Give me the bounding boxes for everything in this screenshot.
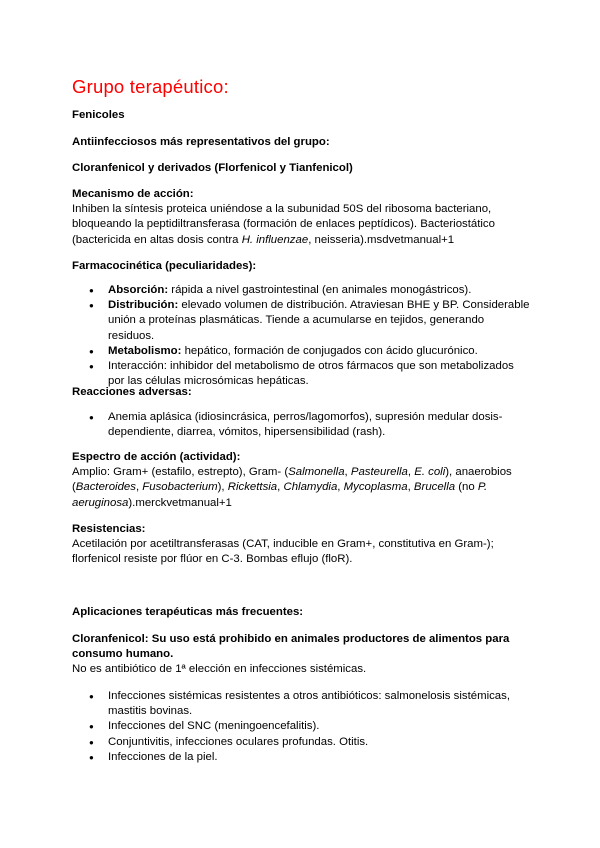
not-first-choice-note: No es antibiótico de 1ª elección en infecciones sistémicas. [72,663,367,676]
mechanism-heading: Mecanismo de acción: [72,188,194,200]
species-name: H. influenzae [241,233,309,246]
resistance-text-line: florfenicol resiste por flúor en C-3. Bombas eflujo (floR). [72,553,353,566]
spectrum-text: Amplio: Gram+ (estafilo, estrepto), Gram- (Salmonella, Pasteurella, E. coli), anaerobios (Bacteroides, Fusobacterium), Rickettsia, Chlamydia, Mycoplasma, Brucella (no P. aeruginosa).merckvetmanual+1 [72,466,512,509]
mechanism-text-line: (bactericida en altas dosis contra H. influenzae, neisseria).msdvetmanual+1 [72,233,455,246]
adverse-list [72,410,532,440]
list-item: ● Distribución: elevado volumen de distribución. Atraviesan BHE y BP. Considerable unión a proteínas plasmáticas. Tiende a acumularse en tejidos, generando residuos. [72,298,532,344]
resistance-section [72,522,532,568]
spectrum-heading: Espectro de acción (actividad): [72,451,241,463]
adverse-heading: Reacciones adversas: [72,386,192,398]
mechanism-text-line: bloqueando la peptidiltransferasa (formación de enlaces peptídicos). Bacteriostático [72,218,495,231]
chloramphenicol-warning: Cloranfenicol: Su uso está prohibido en animales productores de alimentos para consumo humano. [72,633,510,661]
representatives-heading: Antiinfecciosos más representativos del grupo: [72,136,330,148]
applications-list [72,689,532,765]
drugs-heading: Cloranfenicol y derivados (Florfenicol y Tianfenicol) [72,162,353,174]
list-item: ● Interacción: inhibidor del metabolismo de otros fármacos que son metabolizados por las células microsómicas hepáticas. [72,359,532,389]
list-item: ● Anemia aplásica (idiosincrásica, perros/lagomorfos), supresión medular dosis-dependiente, diarrea, vómitos, hipersensibilidad (rash). [72,410,532,440]
chloramphenicol-section [72,632,532,678]
page-title: Grupo terapéutico: [72,76,229,97]
list-item: ● Conjuntivitis, infecciones oculares profundas. Otitis. [72,735,532,750]
resistance-text-line: Acetilación por acetiltransferasas (CAT, inducible en Gram+, constitutiva en Gram-); [72,538,494,551]
mechanism-section [72,187,532,248]
list-item: ● Infecciones del SNC (meningoencefalitis). [72,719,532,734]
list-item: ● Metabolismo: hepático, formación de conjugados con ácido glucurónico. [72,344,532,359]
pharmacokinetics-heading: Farmacocinética (peculiaridades): [72,260,257,272]
list-item: ● Infecciones sistémicas resistentes a otros antibióticos: salmonelosis sistémicas, mastitis bovinas. [72,689,532,719]
mechanism-text-line: Inhiben la síntesis proteica uniéndose a la subunidad 50S del ribosoma bacteriano, [72,203,492,216]
list-item: ● Absorción: rápida a nivel gastrointestinal (en animales monogástricos). [72,283,532,298]
pharmacokinetics-list [72,283,532,389]
group-name: Fenicoles [72,109,125,121]
list-item: ● Infecciones de la piel. [72,750,532,765]
applications-heading: Aplicaciones terapéuticas más frecuentes: [72,606,304,618]
resistance-heading: Resistencias: [72,523,146,535]
spectrum-section [72,450,532,511]
